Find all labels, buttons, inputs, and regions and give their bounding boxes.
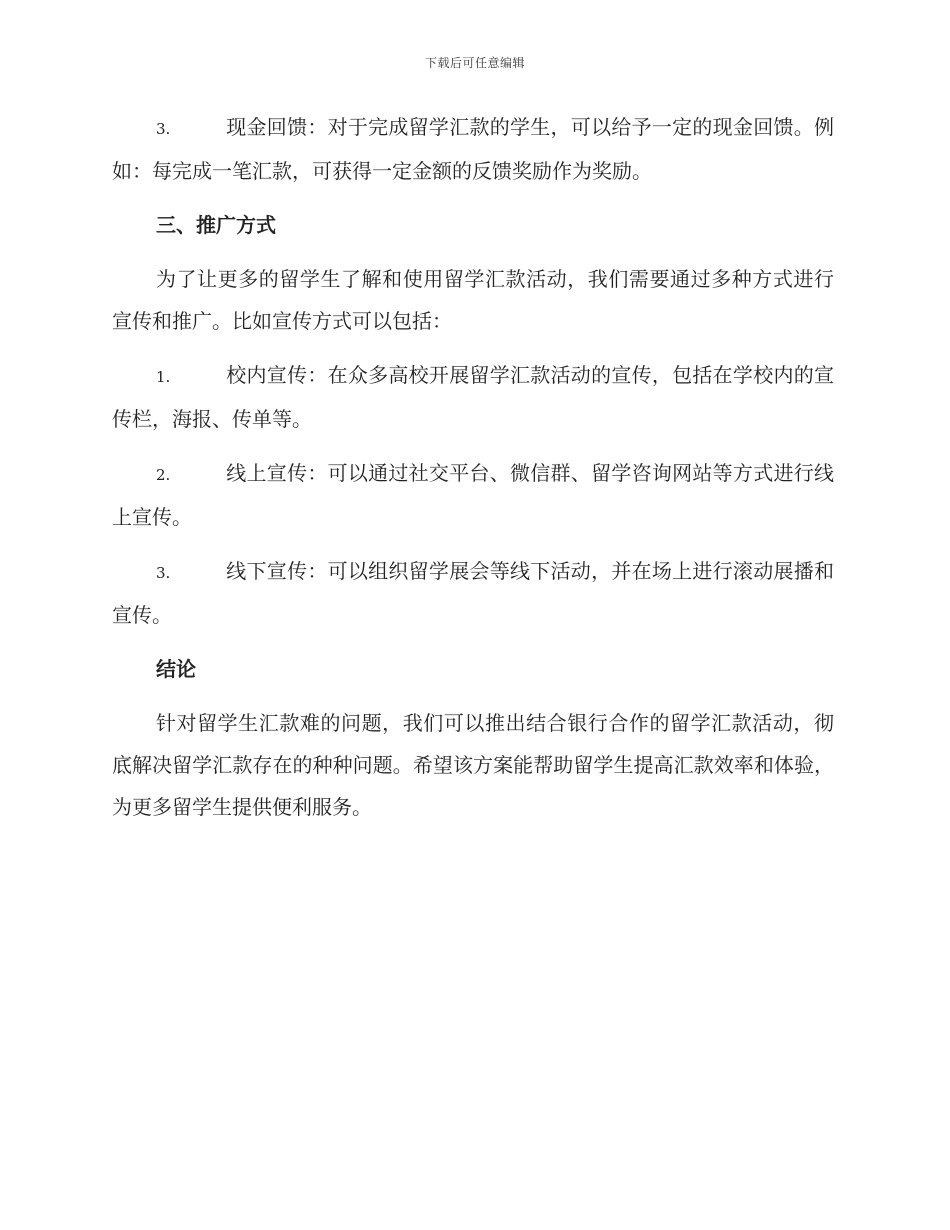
list-item-online-promotion — [112, 452, 834, 538]
list-item-text: 校内宣传：在众多高校开展留学汇款活动的宣传，包括在学校内的宣传栏，海报、传单等。 — [112, 363, 834, 431]
paragraph-conclusion: 针对留学生汇款难的问题，我们可以推出结合银行合作的留学汇款活动，彻底解决留学汇款存在的种种问题。希望该方案能帮助留学生提高汇款效率和体验，为更多留学生提供便利服务。 — [112, 711, 834, 819]
list-item-number: 3. — [156, 564, 171, 582]
section-heading-promotion: 三、推广方式 — [156, 213, 276, 237]
list-item-text: 线下宣传：可以组织留学展会等线下活动，并在场上进行滚动展播和宣传。 — [112, 559, 834, 627]
list-item-offline-promotion — [112, 550, 834, 636]
list-item-number: 1. — [156, 368, 171, 386]
list-item-number: 2. — [156, 466, 171, 484]
list-item-campus-promotion — [112, 354, 834, 440]
list-item-text: 线上宣传：可以通过社交平台、微信群、留学咨询网站等方式进行线上宣传。 — [112, 461, 834, 529]
list-item-text: 现金回馈：对于完成留学汇款的学生，可以给予一定的现金回馈。例如：每完成一笔汇款，可获得一定金额的反馈奖励作为奖励。 — [112, 115, 834, 183]
paragraph-promotion-intro: 为了让更多的留学生了解和使用留学汇款活动，我们需要通过多种方式进行宣传和推广。比如宣传方式可以包括： — [112, 267, 834, 333]
page-header-note: 下载后可任意编辑 — [424, 56, 525, 70]
list-item-number: 3. — [156, 120, 171, 138]
list-item-cash-rebate — [112, 106, 834, 192]
document-body — [112, 106, 834, 840]
section-heading-conclusion: 结论 — [156, 657, 196, 681]
